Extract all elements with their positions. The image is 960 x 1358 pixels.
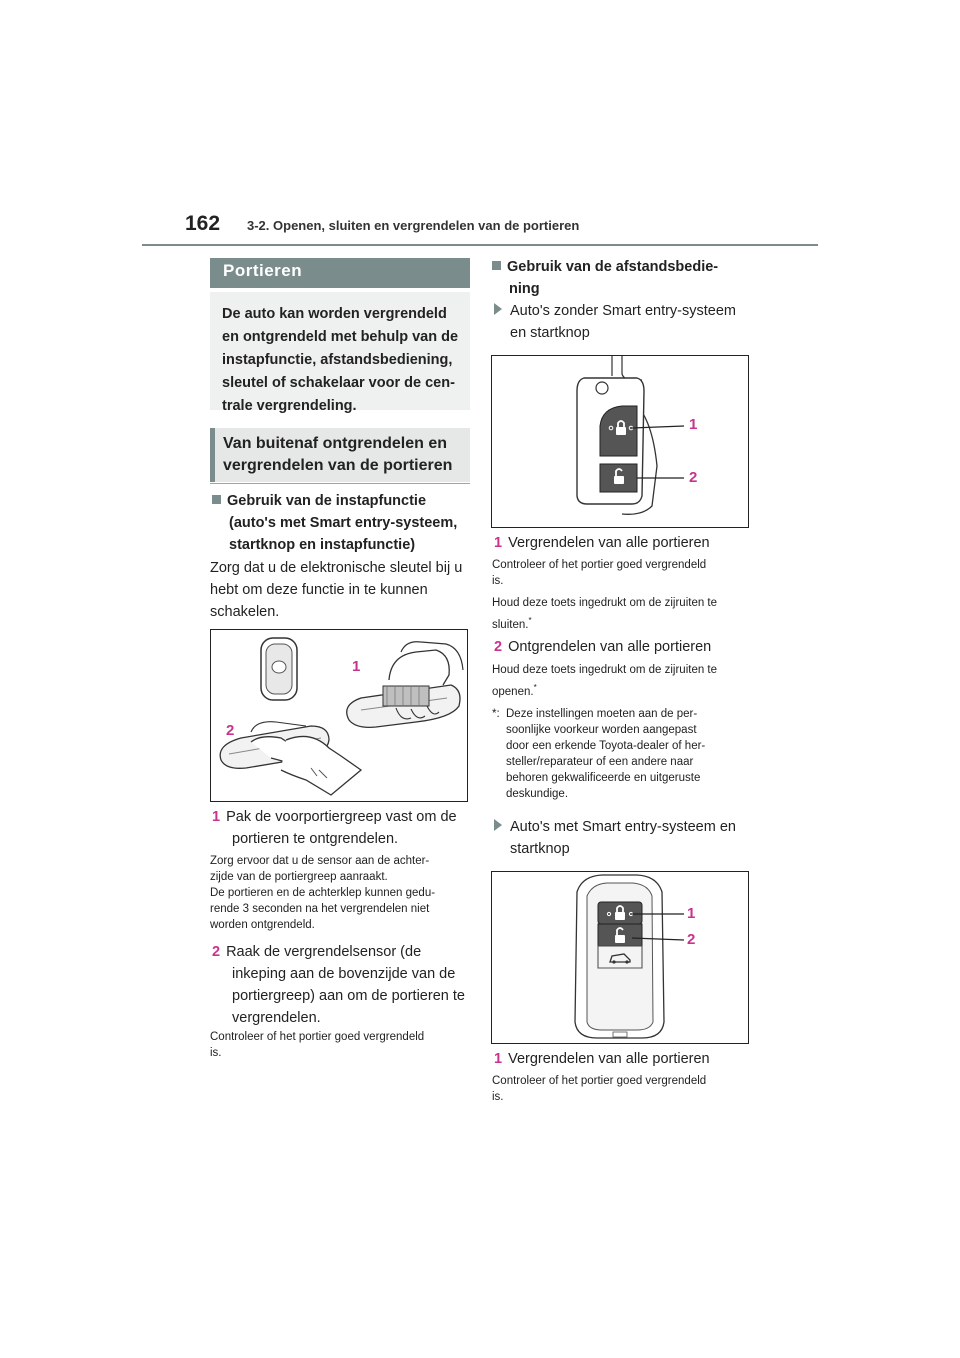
bullet-square-icon [212,495,221,504]
body-paragraph: Zorg dat u de elektronische sleutel bij u hebt om deze functie in te kunnen schakelen. [210,560,463,620]
intro-line: sleutel of schakelaar voor de cen- [222,375,455,391]
intro-line: trale vergrendeling. [222,398,357,414]
figure-smart-key [491,871,749,1044]
flip-key-illustration [492,356,748,527]
block-title-instapfunctie: Gebruik van de instapfunctie (auto's met Smart entry-systeem, startknop en instapfunctie) [212,490,472,556]
v2-step-1-notes: Controleer of het portier goed vergrendeld is. [492,1075,707,1103]
chapter-title: 3-2. Openen, sluiten en vergrendelen van de portieren [247,218,580,233]
v1-step-2: 2 Ontgrendelen van alle portieren [494,639,712,655]
footnote: *: Deze instellingen moeten aan de per- soonlijke voorkeur worden aangepast door een erkende Toyota-dealer of her- steller/reparateur of een andere naar behoren gekwalificeerde en uitgeruste deskundige. [492,708,706,800]
figure-label-2: 2 [689,469,698,486]
v1-step-1-notes: Controleer of het portier goed vergrendeld is. Houd deze toets ingedrukt om de zijruiten te sluiten.* [492,559,718,631]
smart-key-illustration [492,872,748,1043]
figure-label-1: 1 [689,416,698,433]
asterisk: * [533,683,537,692]
v1-step-2-notes: Houd deze toets ingedrukt om de zijruiten te openen.* [492,664,718,698]
figure-door-handle [210,629,468,802]
figure-label-2: 2 [687,931,696,948]
bullet-triangle-icon [494,303,502,315]
figure-label-1: 1 [687,905,696,922]
subsection-line: vergrendelen van de portieren [223,457,453,474]
door-handle-illustration [211,630,467,801]
section-title: Portieren [210,258,470,288]
figure-label-2: 2 [226,722,235,739]
variant-1-title: Auto's zonder Smart entry-systeem en startknop [494,300,750,344]
figure-label-1: 1 [352,658,361,675]
variant-2-title: Auto's met Smart entry-systeem en startknop [494,816,750,860]
v2-step-1: 1 Vergrendelen van alle portieren [494,1051,710,1067]
asterisk: * [528,616,532,625]
figure-flip-key [491,355,749,528]
footnote-label: *: [492,708,500,720]
step-1: 1 Pak de voorportiergreep vast om de portieren te ontgrendelen. [212,809,457,847]
subsection-underline [210,483,470,484]
subsection-line: Van buitenaf ontgrendelen en [223,435,448,452]
step-2-notes: Controleer of het portier goed vergrendeld is. [210,1031,425,1059]
intro-line: instapfunctie, afstandsbediening, [222,352,453,368]
header-divider [142,244,818,246]
intro-line: en ontgrendeld met behulp van de [222,329,459,345]
v1-step-1: 1 Vergrendelen van alle portieren [494,535,710,551]
step-1-notes: Zorg ervoor dat u de sensor aan de achter- zijde van de portiergreep aanraakt. De portieren en de achterklep kunnen gedu- rende 3 seconden na het vergrendelen niet worden ontgrendeld. [210,855,436,931]
step-2: 2 Raak de vergrendelsensor (de inkeping aan de bovenzijde van de portiergreep) aan om de portieren te vergrendelen. [212,944,465,1026]
block-title-afstandsbediening: Gebruik van de afstandsbedie- ning [492,256,752,300]
subsection-title [210,428,470,482]
page-number: 162 [185,212,221,235]
bullet-triangle-icon [494,819,502,831]
intro-line: De auto kan worden vergrendeld [222,306,447,322]
bullet-square-icon [492,261,501,270]
intro-box [210,292,470,414]
